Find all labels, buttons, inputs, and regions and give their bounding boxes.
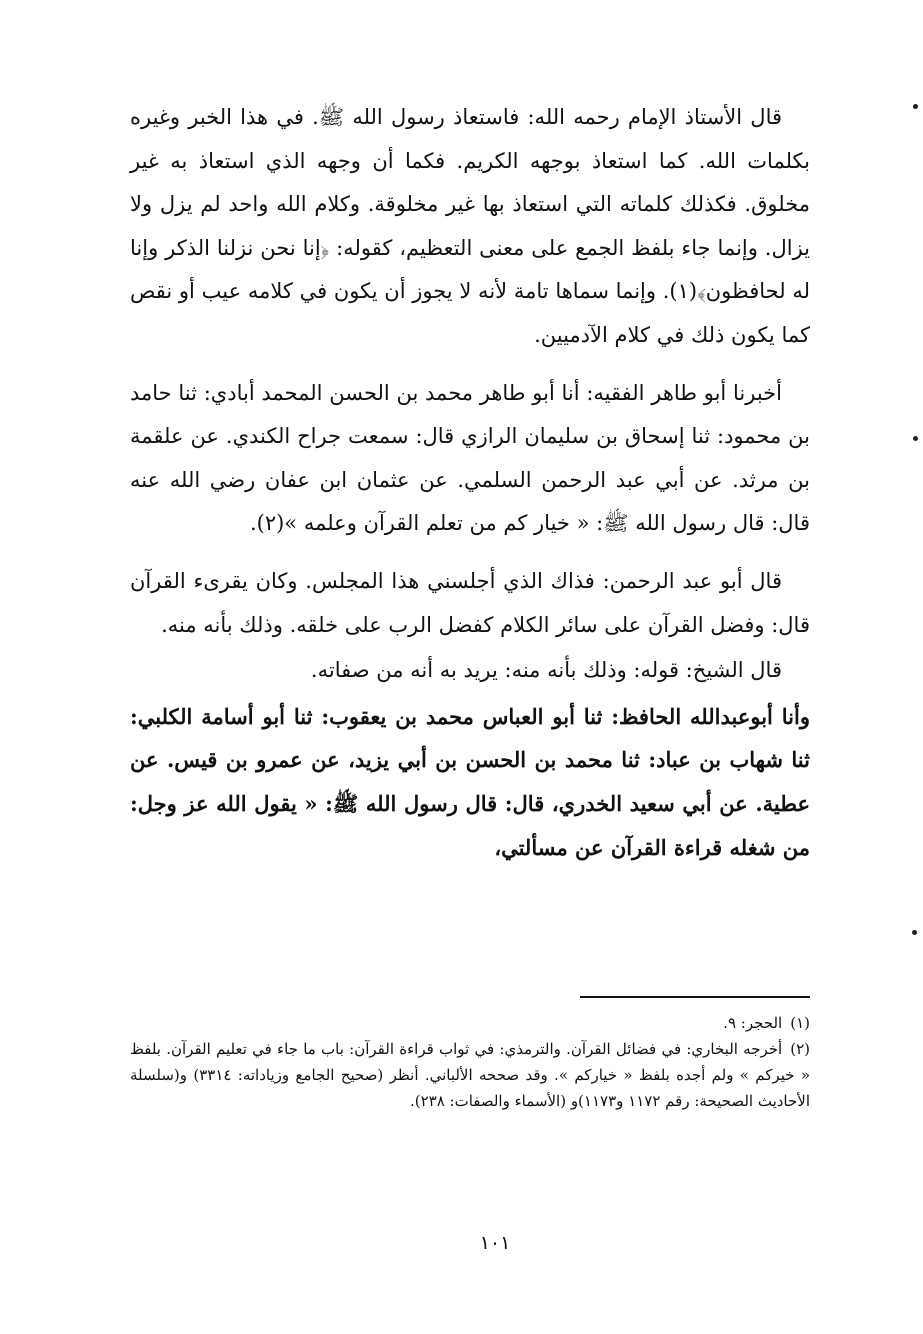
footnote-text: أخرجه البخاري: في فضائل القرآن. والترمذي: في ثواب قراءة القرآن: باب ما جاء في تعليم القرآن. بلفظ « خيركم » ولم أجده بلفظ « خياركم ». وقد صححه الألباني. أنظر (صحيح الجامع وزياداته: ٣٣١٤) و(سلسلة الأحاديث الصحيحة: رقم ١١٧٢ و١١٧٣)و (الأسماء والصفات: ٢٣٨). <box>130 1040 811 1110</box>
paragraph-second-isnad: وأنا أبوعبدالله الحافظ: ثنا أبو العباس محمد بن يعقوب: ثنا أبو أسامة الكلبي: ثنا شهاب بن عباد: ثنا محمد بن الحسن بن أبي يزيد، عن عمرو بن قيس. عن عطية. عن أبي سعيد الخدري، قال: قال رسول الله ﷺ: « يقول الله عز وجل: من شغله قراءة القرآن عن مسألتي، <box>130 703 810 860</box>
margin-mark <box>913 104 918 109</box>
paragraph-hadith-isnad: أخبرنا أبو طاهر الفقيه: أنا أبو طاهر محمد بن الحسن المحمد أبادي: ثنا حامد بن محمود: ثنا إسحاق بن سليمان الرازي قال: سمعت جراح الكندي. عن علقمة بن مرثد. عن أبي عبد الرحمن السلمي. عن عثمان ابن عفان رضي الله عنه قال: قال رسول الله ﷺ: « خيار كم من تعلم القرآن وعلمه »(٢). <box>130 380 810 536</box>
footnote-number: (١) <box>790 1014 810 1032</box>
footnote-number: (٢) <box>790 1040 810 1058</box>
main-text <box>130 96 810 869</box>
page-number: ١٠١ <box>479 1232 511 1254</box>
margin-mark <box>912 930 917 935</box>
footnote-separator <box>580 996 810 998</box>
margin-mark <box>913 436 918 441</box>
paragraph-abu-abd-al-rahman: قال أبو عبد الرحمن: فذاك الذي أجلسني هذا المجلس. وكان يقرىء القرآن قال: وفضل القرآن على سائر الكلام كفضل الرب على خلقه. وذلك بأنه منه. <box>130 568 810 637</box>
footnote-item <box>130 1036 810 1114</box>
footnote-item <box>130 1010 810 1036</box>
paragraph-shaykh: قال الشيخ: قوله: وذلك بأنه منه: يريد به أنه من صفاته. <box>310 658 782 683</box>
footnote-text: الحجر: ٩. <box>723 1014 783 1032</box>
paragraph-commentary: قال الأستاذ الإمام رحمه الله: فاستعاذ رسول الله ﷺ. في هذا الخبر وغيره بكلمات الله. كما استعاذ بوجهه الكريم. فكما أن وجهه الذي استعاذ به غير مخلوق. فكذلك كلماته التي استعاذ بها غير مخلوقة. وكلام الله واحد لم يزل ولا يزال. وإنما جاء بلفظ الجمع على معنى التعظيم، كقوله: ﴿إنا نحن نزلنا الذكر وإنا له لحافظون﴾(١). وإنما سماها تامة لأنه لا يجوز أن يكون في كلامه عيب أو نقص كما يكون ذلك في كلام الآدميين. <box>130 105 810 347</box>
footnotes <box>130 1010 810 1114</box>
